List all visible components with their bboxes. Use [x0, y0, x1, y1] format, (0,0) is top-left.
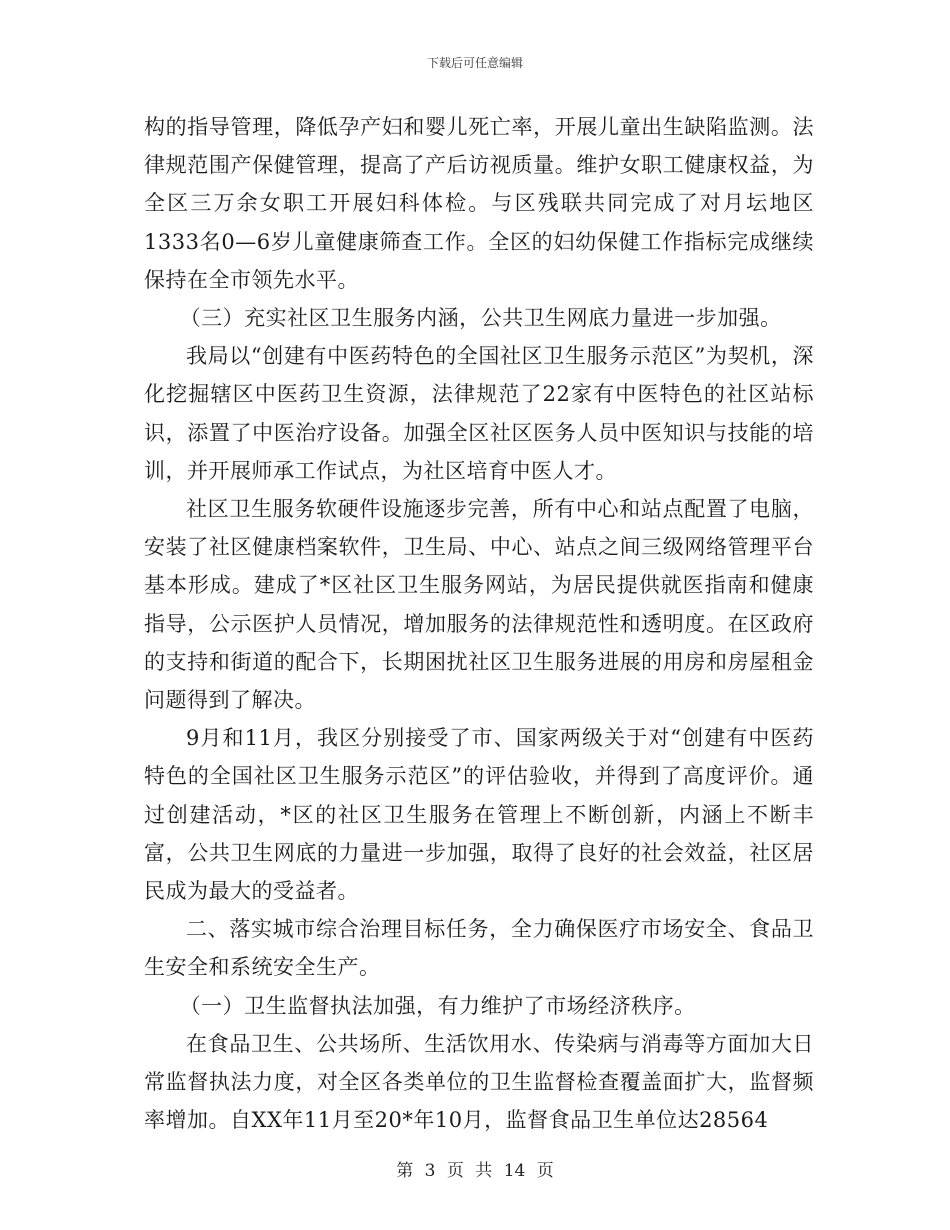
paragraph: 在食品卫生、公共场所、生活饮用水、传染病与消毒等方面加大日常监督执法力度，对全区各类单位的卫生监督检查覆盖面扩大，监督频率增加。自XX年11月至20*年10月，监督食品卫生单位达28564 [144, 1031, 814, 1133]
paragraph-continuation: 构的指导管理，降低孕产妇和婴儿死亡率，开展儿童出生缺陷监测。法律规范围产保健管理，提高了产后访视质量。维护女职工健康权益，为全区三万余女职工开展妇科体检。与区残联共同完成了对月坛地区1333名0—6岁儿童健康筛查工作。全区的妇幼保健工作指标完成继续保持在全市领先水平。 [144, 115, 814, 292]
section-heading-1: （一）卫生监督执法加强，有力维护了市场经济秩序。 [179, 993, 696, 1018]
section-heading-2: 二、落实城市综合治理目标任务，全力确保医疗市场安全、食品卫生安全和系统安全生产。 [144, 917, 814, 980]
section-heading-3: （三）充实社区卫生服务内涵，公共卫生网底力量进一步加强。 [179, 306, 782, 331]
header-note: 下载后可任意编辑 [426, 56, 523, 70]
document-body [144, 108, 814, 1139]
page-number-footer: 第 3 页 共 14 页 [396, 1161, 554, 1181]
paragraph: 9月和11月，我区分别接受了市、国家两级关于对“创建有中医药特色的全国社区卫生服务示范区”的评估验收，并得到了高度评价。通过创建活动，*区的社区卫生服务在管理上不断创新，内涵上不断丰富，公共卫生网底的力量进一步加强，取得了良好的社会效益，社区居民成为最大的受益者。 [144, 726, 814, 904]
paragraph: 我局以“创建有中医药特色的全国社区卫生服务示范区”为契机，深化挖掘辖区中医药卫生资源，法律规范了22家有中医特色的社区站标识，添置了中医治疗设备。加强全区社区医务人员中医知识与技能的培训，并开展师承工作试点，为社区培育中医人才。 [144, 344, 814, 483]
paragraph: 社区卫生服务软硬件设施逐步完善，所有中心和站点配置了电脑，安装了社区健康档案软件，卫生局、中心、站点之间三级网络管理平台基本形成。建成了*区社区卫生服务网站，为居民提供就医指南和健康指导，公示医护人员情况，增加服务的法律规范性和透明度。在区政府的支持和街道的配合下，长期困扰社区卫生服务进展的用房和房屋租金问题得到了解决。 [144, 497, 814, 713]
